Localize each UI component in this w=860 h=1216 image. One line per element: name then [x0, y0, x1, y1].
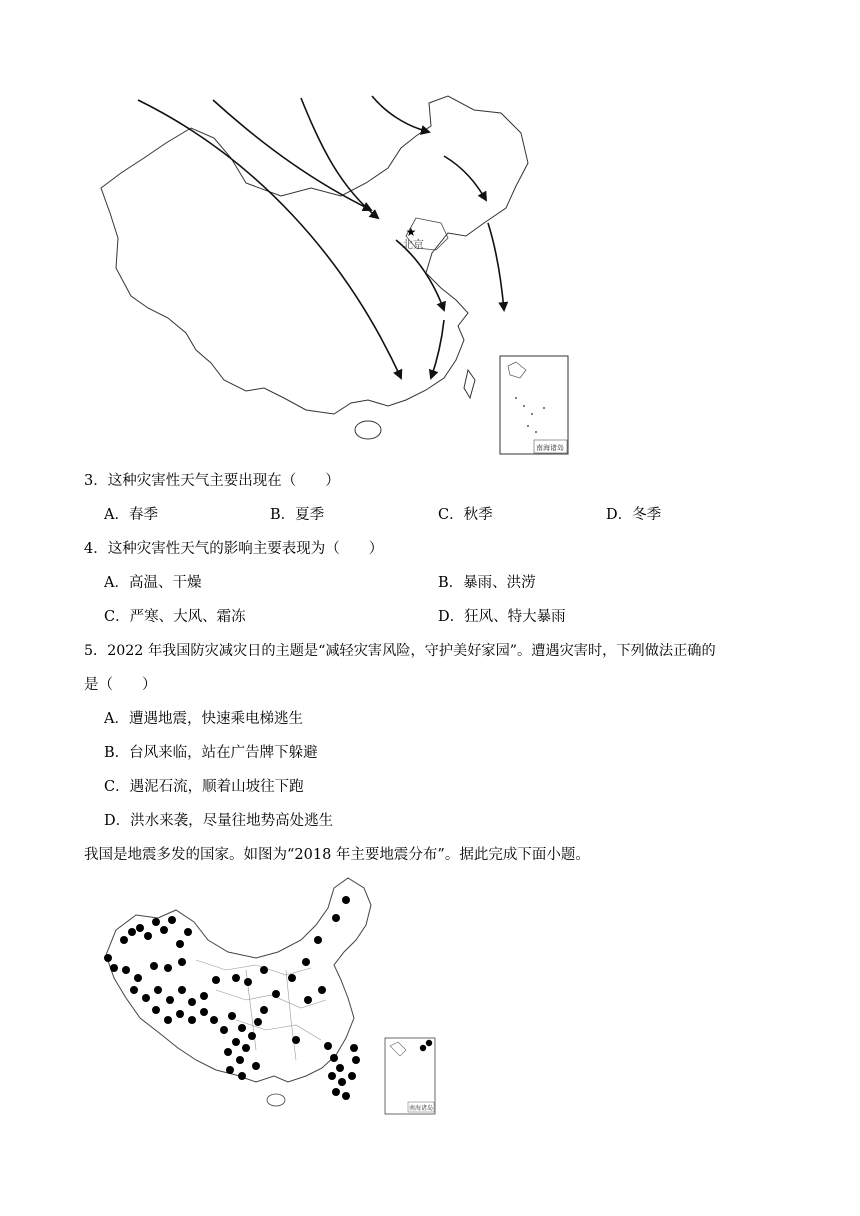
q4-option-c[interactable]: C．严寒、大风、霜冻 [104, 609, 246, 625]
south-china-sea-inset [385, 1038, 435, 1114]
q3-option-c[interactable]: C．秋季 [438, 507, 493, 523]
arrow-1 [138, 100, 401, 378]
arrow-6 [488, 223, 504, 310]
earthquake-intro: 我国是地震多发的国家。如图为“2018 年主要地震分布”。据此完成下面小题。 [84, 847, 590, 863]
svg-text:南海诸岛: 南海诸岛 [408, 1105, 434, 1112]
q5-option-d[interactable]: D．洪水来袭，尽量往地势高处逃生 [104, 813, 334, 829]
arrow-3 [301, 98, 378, 218]
beijing-label: 北京 [402, 238, 424, 251]
q4-option-a[interactable]: A．高温、干燥 [104, 575, 202, 591]
south-china-sea-inset [500, 356, 568, 454]
q5-option-b[interactable]: B．台风来临，站在广告牌下躲避 [104, 745, 318, 761]
cold-wave-map [96, 88, 576, 458]
arrow-4 [372, 96, 429, 132]
earthquake-dots [104, 896, 360, 1100]
svg-text:南海诸岛: 南海诸岛 [536, 444, 564, 452]
q5-option-a[interactable]: A．遭遇地震，快速乘电梯逃生 [104, 711, 303, 727]
beijing-star-icon: ★ [405, 225, 417, 239]
question-4-stem: 4．这种灾害性天气的影响主要表现为（ ） [84, 541, 384, 557]
q4-option-d[interactable]: D．狂风、特大暴雨 [438, 609, 566, 625]
arrow-8 [431, 320, 444, 378]
question-5-stem-line2: 是（ ） [84, 677, 157, 693]
china-outline [101, 96, 528, 414]
question-5-stem-line1: 5．2022 年我国防灾减灾日的主题是“减轻灾害风险，守护美好家园”。遭遇灾害时，下列做法正确的 [84, 643, 716, 659]
arrow-5 [444, 156, 486, 200]
earthquake-map [96, 870, 441, 1118]
q3-option-d[interactable]: D．冬季 [606, 507, 662, 523]
cold-wave-arrows [138, 96, 504, 378]
q3-option-a[interactable]: A．春季 [104, 507, 158, 523]
question-3-stem: 3．这种灾害性天气主要出现在（ ） [84, 473, 340, 489]
hainan-island [267, 1094, 285, 1106]
q5-option-c[interactable]: C．遇泥石流，顺着山坡往下跑 [104, 779, 304, 795]
hainan-island [355, 421, 381, 439]
taiwan-island [464, 370, 475, 398]
q3-option-b[interactable]: B．夏季 [270, 507, 325, 523]
q4-option-b[interactable]: B．暴雨、洪涝 [438, 575, 536, 591]
